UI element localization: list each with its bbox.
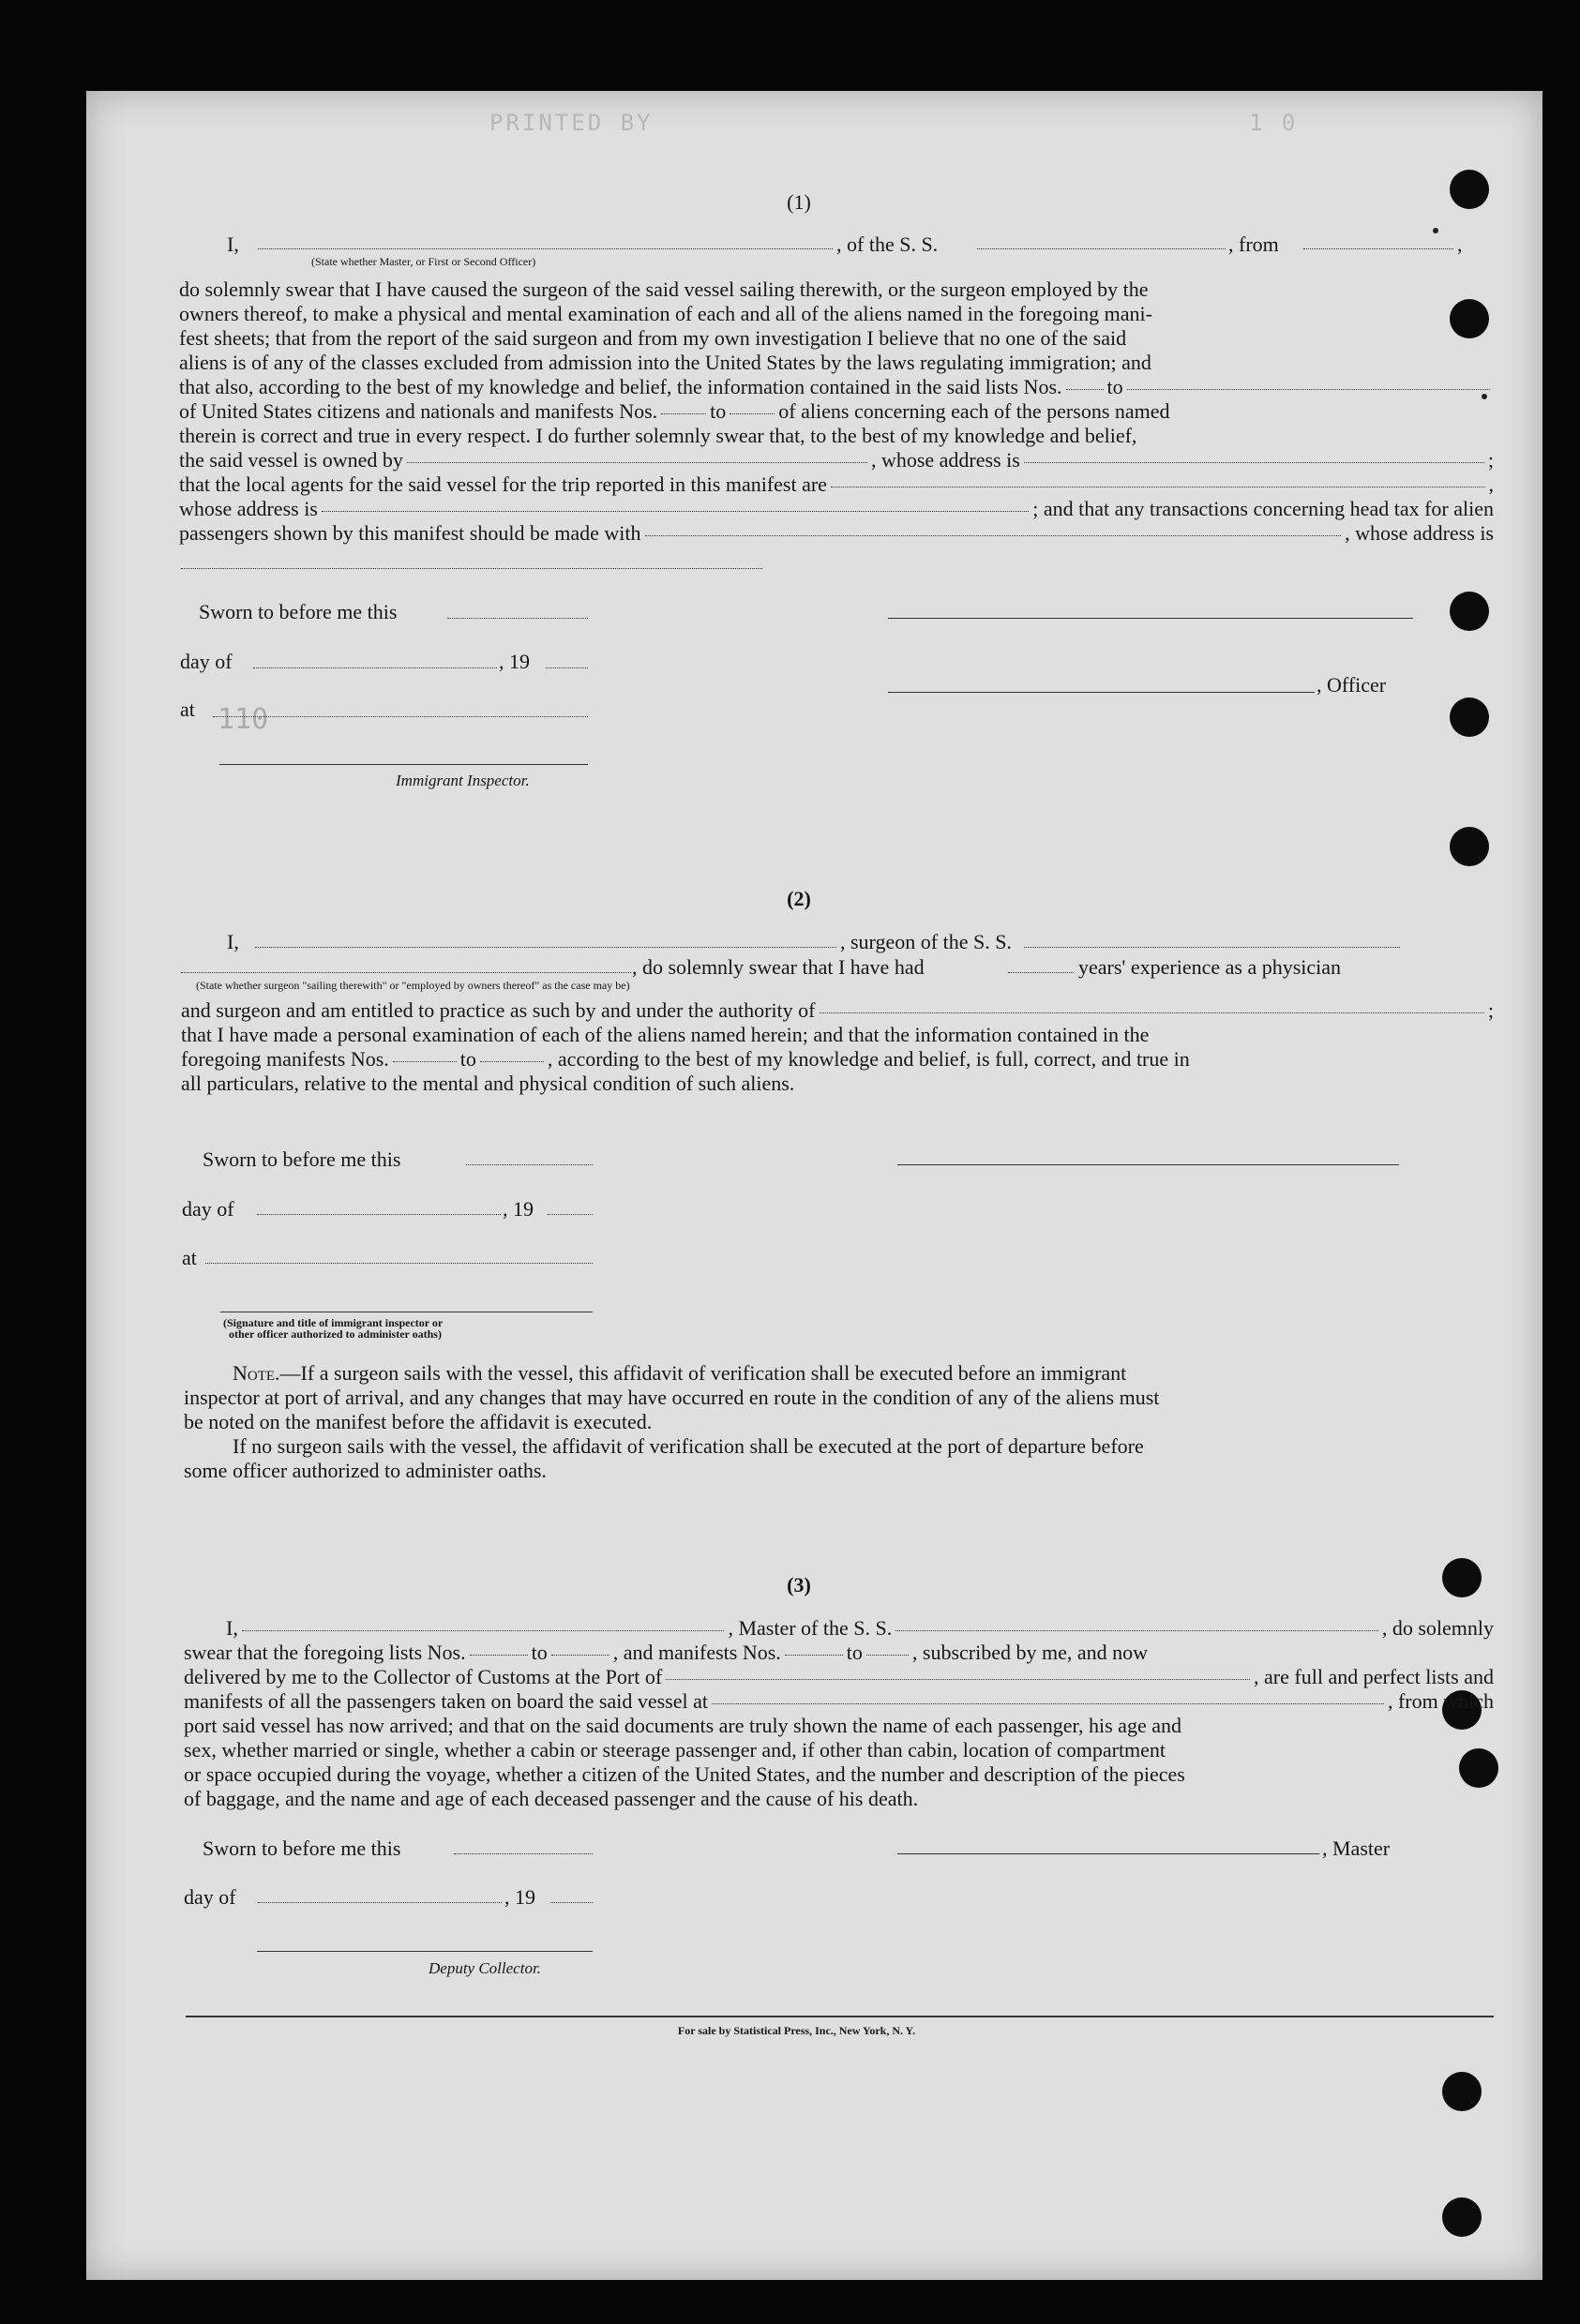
s2-note-line: some officer authorized to administer oaths.: [184, 1459, 547, 1482]
s1-manifest-from-blank[interactable]: [661, 413, 706, 414]
s3-master-name-blank[interactable]: [242, 1630, 725, 1631]
s1-line6c: of aliens concerning each of the persons named: [778, 399, 1170, 423]
s3-line1-master: , Master of the S. S.: [728, 1616, 893, 1640]
s2-authority-line: [181, 998, 1494, 1023]
punch-hole: [1450, 697, 1489, 737]
s1-list-to-blank[interactable]: [1127, 389, 1490, 390]
s1-agents-line: [179, 472, 1494, 497]
punch-hole: [1442, 2197, 1482, 2237]
s1-body-line-lists: [179, 375, 1494, 399]
s3-list-from-blank[interactable]: [470, 1655, 528, 1656]
s3-body: [184, 1616, 1494, 1811]
s2-note: [184, 1361, 1494, 1483]
s1-officer-note: (State whether Master, or First or Second Officer): [311, 255, 536, 268]
s3-body-line: sex, whether married or single, whether a cabin or steerage passenger and, if other than cabin, location of compartment: [184, 1738, 1166, 1762]
s1-day-of-label: day of: [180, 650, 233, 673]
faint-header-number: 1 0: [1249, 110, 1299, 136]
manifest-affidavit-page: [86, 91, 1542, 2280]
s1-signature-line[interactable]: [888, 618, 1413, 619]
s3-line4b: , from which: [1387, 1689, 1494, 1713]
s3-year-label: , 19: [504, 1885, 535, 1909]
s1-manifest-to-blank[interactable]: [730, 413, 775, 414]
s1-line8a: the said vessel is owned by: [179, 448, 403, 472]
s2-authority-blank[interactable]: [820, 1012, 1484, 1013]
s3-body-line: or space occupied during the voyage, whether a citizen of the United States, and the number and description of the pieces: [184, 1762, 1185, 1786]
s2-sig-note-2: other officer authorized to administer oaths): [229, 1327, 442, 1341]
s1-to: to: [1106, 375, 1123, 398]
s1-owner-line: [179, 448, 1494, 472]
s3-i: I,: [226, 1616, 238, 1640]
s1-ship-name-blank[interactable]: [977, 248, 1226, 249]
section-2-number: (2): [787, 887, 811, 910]
s1-line6a: of United States citizens and nationals and manifests Nos.: [179, 399, 658, 423]
s1-year-label: , 19: [499, 650, 530, 673]
s3-body-line: port said vessel has now arrived; and that on the said documents are truly shown the name of each passenger, his age and: [184, 1714, 1181, 1737]
s1-comma: ,: [1457, 232, 1463, 256]
s3-departure-line: [184, 1689, 1494, 1714]
s3-list-to-blank[interactable]: [551, 1655, 609, 1656]
s3-body-line: of baggage, and the name and age of each deceased passenger and the cause of his death.: [184, 1787, 919, 1810]
s2-line5b: to: [459, 1047, 476, 1071]
s1-agents-address-blank[interactable]: [322, 511, 1029, 512]
s1-officer-label: , Officer: [1317, 673, 1387, 697]
speck: [1433, 228, 1438, 233]
s1-month-blank[interactable]: [253, 667, 497, 668]
s1-from-port-blank[interactable]: [1303, 248, 1453, 249]
s1-inspector-line[interactable]: [219, 764, 588, 765]
s3-collector-line[interactable]: [257, 1951, 593, 1952]
punch-hole: [1450, 592, 1489, 631]
s2-signature-line[interactable]: [897, 1164, 1399, 1165]
s1-line9b: ,: [1488, 472, 1494, 496]
s1-officer-line[interactable]: [888, 692, 1315, 693]
s2-note-line: be noted on the manifest before the affidavit is executed.: [184, 1410, 653, 1433]
s1-year-blank[interactable]: [546, 667, 588, 668]
s1-at-blank[interactable]: [213, 716, 588, 717]
s1-body-line: do solemnly swear that I have caused the surgeon of the said vessel sailing therewith, or the surgeon employed by the: [179, 277, 1149, 301]
s3-line2e: , subscribed by me, and now: [911, 1641, 1149, 1664]
s2-year-blank[interactable]: [548, 1214, 593, 1215]
s2-ship-name-blank[interactable]: [1024, 947, 1400, 948]
s2-at-blank[interactable]: [205, 1263, 593, 1264]
s3-port-blank[interactable]: [666, 1679, 1250, 1680]
s1-body-line: therein is correct and true in every respect. I do further solemnly swear that, to the best of my knowledge and belief,: [179, 424, 1137, 447]
punch-hole: [1450, 827, 1489, 866]
s3-master-label: , Master: [1322, 1837, 1391, 1860]
s2-note-line: If no surgeon sails with the vessel, the affidavit of verification shall be executed at the port of departure before: [233, 1434, 1144, 1458]
s1-from: , from: [1228, 232, 1279, 256]
s1-owner-address-blank[interactable]: [1024, 462, 1484, 463]
s3-line2d: to: [846, 1641, 863, 1664]
footer-printer: For sale by Statistical Press, Inc., New York, N. Y.: [677, 2024, 916, 2037]
s1-line8c: ;: [1487, 448, 1494, 472]
s1-line6b: to: [710, 399, 727, 423]
s3-port-line: [184, 1665, 1494, 1689]
s1-body-line: fest sheets; that from the report of the said surgeon and from my own investigation I believe that no one of the said: [179, 326, 1127, 350]
s2-line2b: years' experience as a physician: [1078, 955, 1342, 979]
s2-at-label: at: [182, 1246, 197, 1269]
section-3-number: (3): [787, 1573, 811, 1597]
s3-line3a: delivered by me to the Collector of Customs at the Port of: [184, 1665, 663, 1688]
s2-sworn-label: Sworn to before me this: [203, 1147, 401, 1171]
s3-line3b: , are full and perfect lists and: [1254, 1665, 1494, 1688]
s2-sig-note-1: (Signature and title of immigrant inspector or: [223, 1316, 444, 1329]
s1-inspector-label: Immigrant Inspector.: [396, 772, 530, 789]
s1-line9a: that the local agents for the said vessel for the trip reported in this manifest are: [179, 472, 827, 496]
s3-manifest-from-blank[interactable]: [785, 1655, 843, 1656]
s2-manifests-line: [181, 1047, 1494, 1072]
s2-line2a: , do solemnly swear that I have had: [632, 955, 925, 979]
s3-lists-line: [184, 1641, 1494, 1665]
s3-year-blank[interactable]: [550, 1902, 593, 1903]
s3-day-of-label: day of: [184, 1885, 236, 1909]
s1-headtax-address-blank[interactable]: [181, 568, 762, 569]
section-1-number: (1): [787, 190, 811, 214]
s3-master-line: [184, 1616, 1494, 1641]
s2-body-line: that I have made a personal examination of each of the aliens named herein; and that the information contained in the: [181, 1023, 1150, 1046]
s1-body-line-manifests: [179, 399, 1494, 424]
s2-line5c: , according to the best of my knowledge and belief, is full, correct, and true in: [547, 1047, 1190, 1071]
s1-list-from-blank[interactable]: [1066, 389, 1104, 390]
s2-body-line: all particulars, relative to the mental and physical condition of such aliens.: [181, 1072, 795, 1095]
s1-sworn-label: Sworn to before me this: [199, 600, 398, 623]
s1-headtax-line: [179, 521, 1494, 546]
s2-note-line: inspector at port of arrival, and any changes that may have occurred en route in the condition of any of the aliens must: [184, 1386, 1160, 1409]
s1-body: [179, 277, 1494, 546]
s3-line2c: , and manifests Nos.: [612, 1641, 781, 1664]
s1-body-line: aliens is of any of the classes excluded from admission into the United States by the laws regulating immigration; and: [179, 351, 1151, 374]
s2-years-blank[interactable]: [1008, 972, 1074, 973]
s2-manifest-to-blank[interactable]: [480, 1061, 544, 1062]
s2-note-label: Note.: [233, 1361, 280, 1385]
s1-body-line: owners thereof, to make a physical and mental examination of each and all of the aliens named in the foregoing mani-: [179, 302, 1152, 325]
s1-agents-address-line: [179, 497, 1494, 521]
s3-month-blank[interactable]: [258, 1902, 502, 1903]
footer-rule: [186, 2016, 1494, 2017]
s3-line4a: manifests of all the passengers taken on board the said vessel at: [184, 1689, 709, 1713]
s1-faint-stamp: 110: [218, 703, 269, 736]
s2-sworn-date-blank[interactable]: [466, 1164, 593, 1165]
s3-sworn-label: Sworn to before me this: [203, 1837, 401, 1860]
s2-i: I,: [227, 930, 239, 953]
s3-line2b: to: [531, 1641, 548, 1664]
punch-hole: [1442, 2072, 1482, 2111]
s3-ship-name-blank[interactable]: [895, 1630, 1378, 1631]
s3-signature-line[interactable]: [897, 1853, 1319, 1854]
faint-header-text: PRINTED BY: [489, 110, 654, 136]
s1-lists-text: that also, according to the best of my knowledge and belief, the information contained in the said lists Nos.: [179, 375, 1062, 398]
s3-sworn-date-blank[interactable]: [454, 1853, 593, 1854]
s1-owner-blank[interactable]: [407, 462, 867, 463]
s2-day-of-label: day of: [182, 1197, 234, 1221]
s2-surgeon-of-ss: , surgeon of the S. S.: [840, 930, 1012, 953]
s2-line3b: ;: [1487, 998, 1494, 1022]
s1-at-label: at: [180, 697, 195, 721]
s1-line8b: , whose address is: [870, 448, 1020, 472]
s2-line3a: and surgeon and am entitled to practice as such by and under the authority of: [181, 998, 816, 1022]
s2-line5a: foregoing manifests Nos.: [181, 1047, 389, 1071]
s3-line2a: swear that the foregoing lists Nos.: [184, 1641, 466, 1664]
s1-sworn-date-blank[interactable]: [447, 618, 588, 619]
s2-year-label: , 19: [503, 1197, 534, 1221]
s1-line11b: , whose address is: [1345, 521, 1494, 545]
s1-officer-name-blank[interactable]: [258, 248, 833, 249]
s1-line10a: whose address is: [179, 497, 318, 520]
s2-note-line-1: [184, 1361, 1494, 1386]
s3-manifest-to-blank[interactable]: [866, 1655, 909, 1656]
s3-line1-end: , do solemnly: [1381, 1616, 1495, 1640]
s3-collector-label: Deputy Collector.: [429, 1959, 541, 1977]
s1-headtax-blank[interactable]: [645, 535, 1342, 536]
s2-body: [181, 998, 1494, 1096]
s3-departure-blank[interactable]: [712, 1703, 1384, 1704]
s2-note-text: —If a surgeon sails with the vessel, this affidavit of verification shall be executed before an immigrant: [279, 1361, 1127, 1385]
s2-surgeon-name-blank[interactable]: [255, 947, 836, 948]
s2-manifest-from-blank[interactable]: [393, 1061, 457, 1062]
s1-line11a: passengers shown by this manifest should be made with: [179, 521, 641, 545]
s2-status-blank[interactable]: [181, 972, 631, 973]
s1-i: I,: [227, 232, 239, 256]
s1-of-ss: , of the S. S.: [836, 232, 939, 256]
s1-line10b: ; and that any transactions concerning head tax for alien: [1032, 497, 1494, 520]
s2-status-note: (State whether surgeon "sailing therewith" or "employed by owners thereof" as the case may be): [196, 979, 630, 992]
s2-month-blank[interactable]: [257, 1214, 501, 1215]
